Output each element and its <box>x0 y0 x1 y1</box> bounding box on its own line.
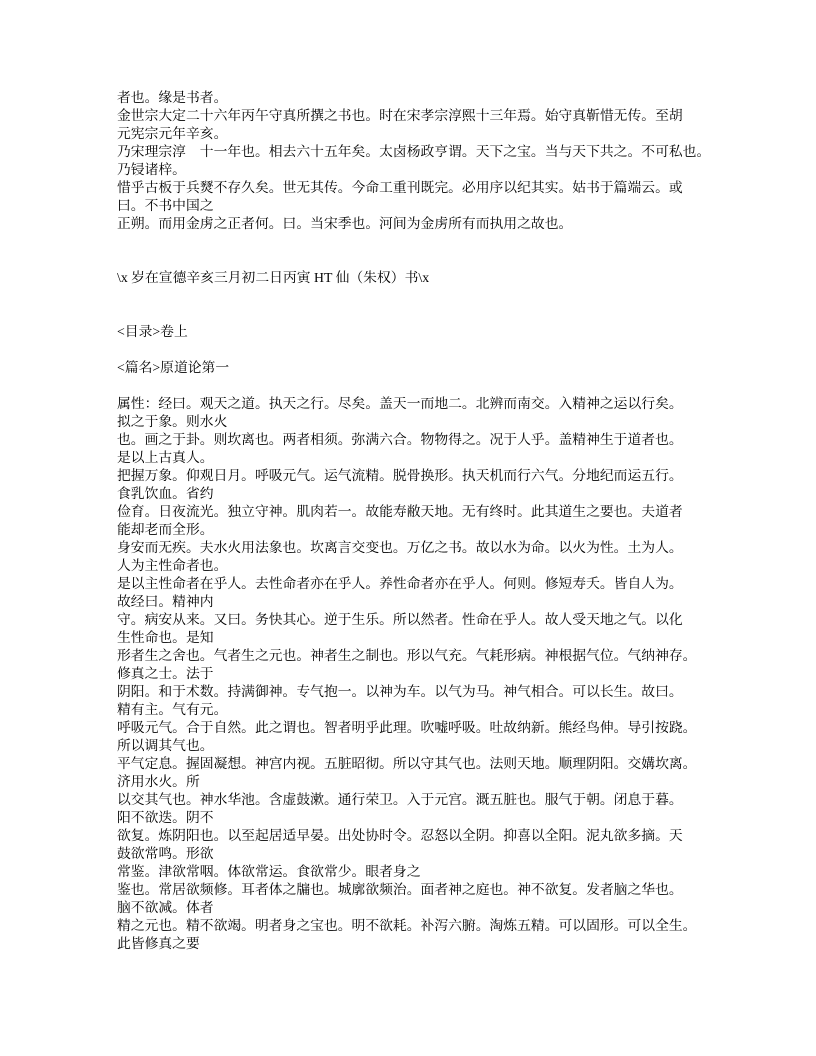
text-line: 此皆修真之要 <box>117 936 200 951</box>
text-line: 是以主性命者在乎人。去性命者亦在乎人。养性命者亦在乎人。何则。修短寿夭。皆自人为。 <box>117 576 683 591</box>
text-line: 脑不欲减。体者 <box>117 900 214 915</box>
volume-heading-section <box>117 323 757 341</box>
text-line: 修真之士。法于 <box>117 666 214 681</box>
text-line: 元宪宗元年辛亥。 <box>117 126 228 141</box>
text-line: 常鉴。津欲常咽。体欲常运。食欲常少。眼者身之 <box>117 864 421 879</box>
text-line: 身安而无疾。夫水火用法象也。坎离言交变也。万亿之书。故以水为命。以火为性。土为人。 <box>117 540 683 555</box>
document-content <box>117 89 757 953</box>
text-line: 也。画之于卦。则坎离也。两者相须。弥满六合。物物得之。况于人乎。盖精神生于道者也。 <box>117 432 683 447</box>
text-line: 呼吸元气。合于自然。此之谓也。智者明乎此理。吹嘘呼吸。吐故纳新。熊经鸟伸。导引按跷。 <box>117 720 697 735</box>
text-line: 形者生之舍也。气者生之元也。神者生之制也。形以气充。气耗形病。神根据气位。气纳神存。 <box>117 648 697 663</box>
text-line: 食乳饮血。省约 <box>117 486 214 501</box>
text-line: 欲复。炼阴阳也。以至起居适早晏。出处协时令。忍怒以全阴。抑喜以全阳。泥丸欲多摘。天 <box>117 828 683 843</box>
text-line: 属性：经曰。观天之道。执天之行。尽矣。盖天一而地二。北辨而南交。入精神之运以行矣。 <box>117 396 683 411</box>
text-line: 生性命也。是知 <box>117 630 214 645</box>
text-line: 人为主性命者也。 <box>117 558 228 573</box>
text-line: 曰。不书中国之 <box>117 198 214 213</box>
text-line: 阳不欲迭。阴不 <box>117 810 214 825</box>
text-line: 精之元也。精不欲竭。明者身之宝也。明不欲耗。补泻六腑。淘炼五精。可以固形。可以全生。 <box>117 918 697 933</box>
text-line: 拟之于象。则水火 <box>117 414 228 429</box>
text-line: 以交其气也。神水华池。含虚鼓漱。通行荣卫。入于元宫。溉五脏也。服气于朝。闭息于暮。 <box>117 792 683 807</box>
colophon-line: \x 岁在宣德辛亥三月初二日丙寅 HT 仙（朱权）书\x <box>117 270 430 285</box>
text-line: 把握万象。仰观日月。呼吸元气。运气流精。脱骨换形。执天机而行六气。分地纪而运五行。 <box>117 468 683 483</box>
text-line: 者也。缘是书者。 <box>117 90 228 105</box>
text-line: 正朔。而用金虏之正者何。曰。当宋季也。河间为金虏所有而执用之故也。 <box>117 216 573 231</box>
text-line: 阴阳。和于术数。持满御神。专气抱一。以神为车。以气为马。神气相合。可以长生。故曰。 <box>117 684 683 699</box>
text-line: 鼓欲常鸣。形欲 <box>117 846 214 861</box>
text-line: 故经曰。精神内 <box>117 594 214 609</box>
volume-heading: <目录>卷上 <box>117 324 188 339</box>
text-line: 精有主。气有元。 <box>117 702 228 717</box>
text-line: 金世宗大定二十六年丙午守真所撰之书也。时在宋孝宗淳熙十三年焉。始守真靳惜无传。至胡 <box>117 108 683 123</box>
text-line: 所以调其气也。 <box>117 738 214 753</box>
text-line: 俭育。日夜流光。独立守神。肌肉若一。故能寿敝天地。无有终时。此其道生之要也。夫道者 <box>117 504 683 519</box>
preface-paragraph <box>117 89 757 233</box>
text-line: 惜乎古板于兵燹不存久矣。世无其传。今命工重刊既完。必用序以纪其实。姑书于篇端云。或 <box>117 180 683 195</box>
text-line: 能却老而全形。 <box>117 522 214 537</box>
text-line: 守。病安从来。又曰。务快其心。逆于生乐。所以然者。性命在乎人。故人受天地之气。以化 <box>117 612 683 627</box>
text-line: 济用水火。所 <box>117 774 200 789</box>
chapter-heading: <篇名>原道论第一 <box>117 360 230 375</box>
chapter-body <box>117 395 757 953</box>
text-line: 平气定息。握固凝想。神宫内视。五脏昭彻。所以守其气也。法则天地。顺理阴阳。交媾坎离。 <box>117 756 697 771</box>
text-line: 乃锓诸梓。 <box>117 162 186 177</box>
text-line: 鉴也。常居欲频修。耳者体之牖也。城廓欲频治。面者神之庭也。神不欲复。发者脑之华也。 <box>117 882 683 897</box>
colophon-section <box>117 269 757 287</box>
text-line: 是以上古真人。 <box>117 450 214 465</box>
text-line: 乃宋理宗淳 十一年也。相去六十五年矣。太卤杨政亨谓。天下之宝。当与天下共之。不可私也。 <box>117 144 711 159</box>
chapter-heading-section <box>117 359 757 377</box>
